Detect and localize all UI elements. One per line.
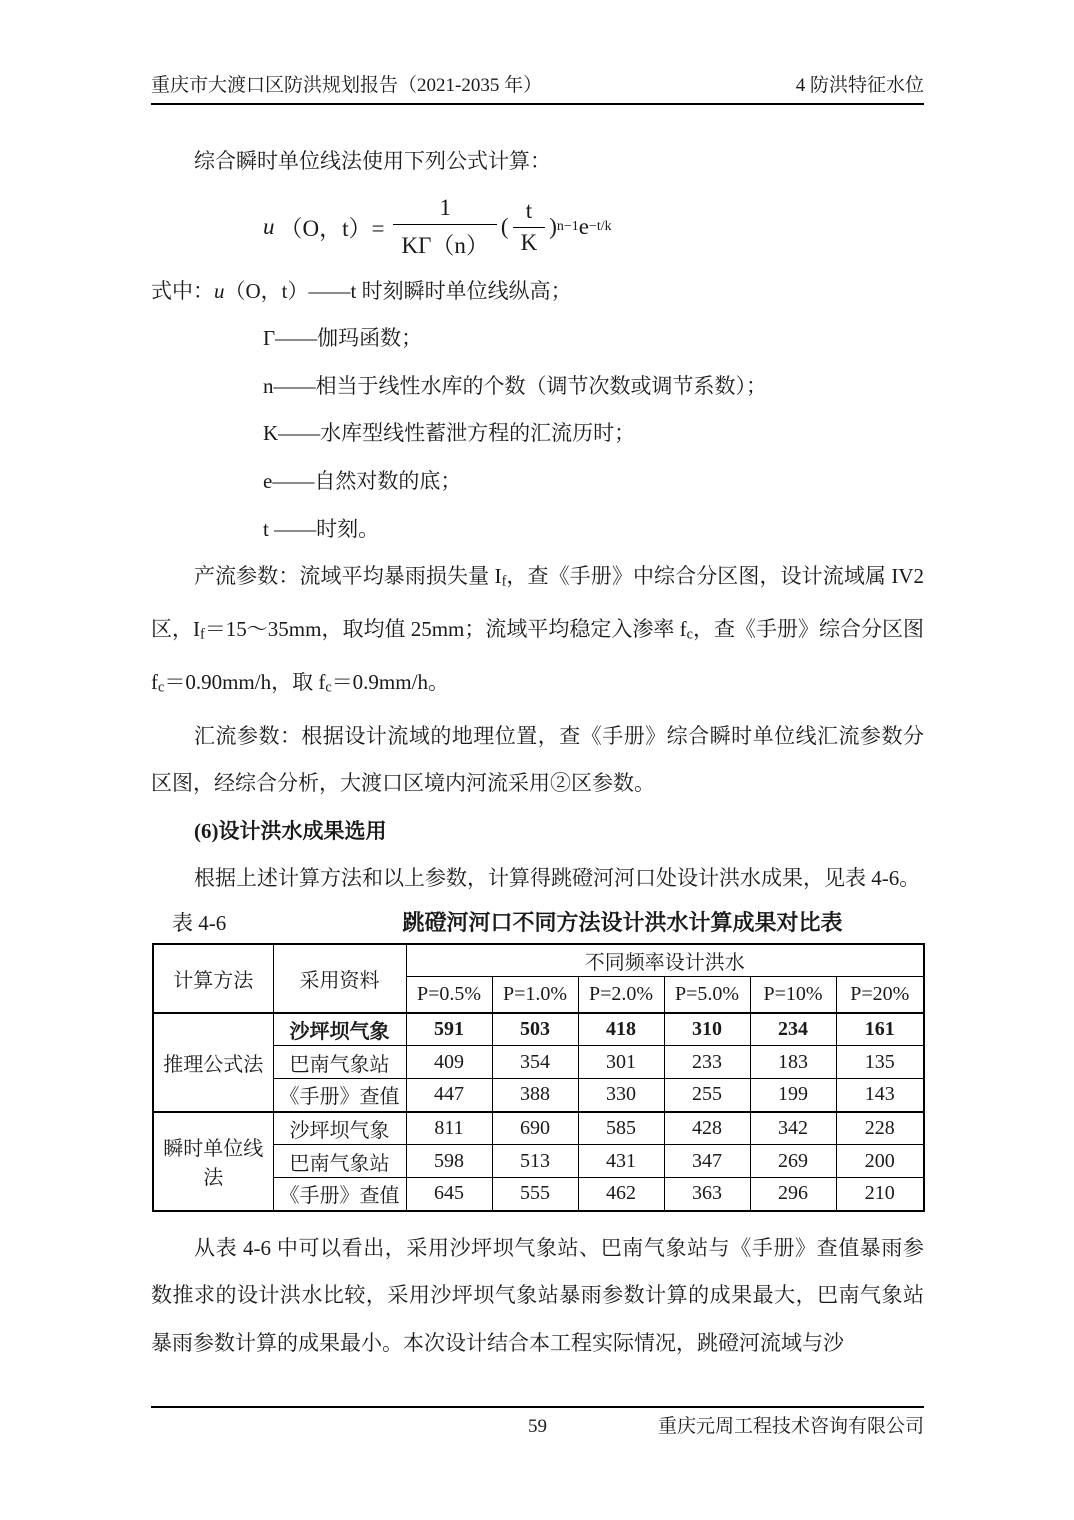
closing-paragraph: 从表 4-6 中可以看出，采用沙坪坝气象站、巴南气象站与《手册》查值暴雨参数推求的设计洪水比较，采用沙坪坝气象站暴雨参数计算的成果最大，巴南气象站暴雨参数计算的成果最小。本次设计结合本工程实际情况，跳磴河流域与沙 [151,1235,924,1355]
runoff-sub-c2: c [158,680,165,697]
formula-frac2-denominator: K [520,230,538,256]
definition-line-t: t ——时刻。 [263,516,380,541]
definition-line-k: K——水库型线性蓄泄方程的汇流历时； [263,421,636,446]
value-cell: 296 [750,1178,836,1211]
formula-frac2-numerator: t [513,197,546,228]
header-section-title: 4 防洪特征水位 [795,75,924,96]
table-header-row-1 [153,944,924,977]
page-number: 59 [528,1416,547,1437]
value-cell: 234 [750,1013,836,1046]
value-cell: 585 [578,1112,664,1145]
value-cell: 363 [664,1178,750,1211]
runoff-parameters-paragraph [151,553,924,712]
value-cell: 418 [578,1013,664,1046]
header-cell-frequency-span: 不同频率设计洪水 [406,944,924,977]
value-cell: 135 [836,1046,924,1079]
header-cell-p05: P=0.5% [406,977,492,1013]
value-cell: 199 [750,1079,836,1112]
formula-e: e [578,213,589,239]
method-cell-unit-hydrograph: 瞬时单位线法 [153,1112,273,1211]
header-report-title: 重庆市大渡口区防洪规划报告（2021-2035 年） [151,75,543,96]
formula-frac1-numerator: 1 [393,194,496,225]
where-label: 式中： [151,278,214,303]
value-cell: 233 [664,1046,750,1079]
value-cell: 555 [492,1178,578,1211]
confluence-parameters-paragraph: 汇流参数：根据设计流域的地理位置，查《手册》综合瞬时单位线汇流参数分区图，经综合分析，大渡口区境内河流采用②区参数。 [151,723,924,796]
formula-fraction-2 [513,197,546,256]
source-cell: 巴南气象站 [273,1145,406,1178]
method-cell-rational-formula: 推理公式法 [153,1013,273,1112]
definition-u-args: （O，t） [224,278,309,303]
table-row [153,1112,924,1145]
results-paragraph: 根据上述计算方法和以上参数，计算得跳磴河河口处设计洪水成果，见表 4-6。 [194,866,921,891]
value-cell: 811 [406,1112,492,1145]
runoff-text-4: ，查《手册》综合分区图 f [151,617,924,695]
footer-company-name: 重庆元周工程技术咨询有限公司 [657,1416,924,1437]
value-cell: 428 [664,1112,750,1145]
header-cell-p50: P=5.0% [664,977,750,1013]
definition-u-text: ——t 时刻瞬时单位线纵高； [308,278,572,303]
runoff-sub-f1: f [501,573,507,590]
formula-right-paren: ) [549,213,557,239]
value-cell: 143 [836,1079,924,1112]
value-cell: 431 [578,1145,664,1178]
value-cell: 210 [836,1178,924,1211]
source-cell: 沙坪坝气象 [273,1112,406,1145]
value-cell: 598 [406,1145,492,1178]
formula-definitions [151,268,924,554]
table-caption [151,903,924,943]
formula-left-paren: ( [500,213,509,239]
value-cell: 591 [406,1013,492,1046]
value-cell: 503 [492,1013,578,1046]
value-cell: 269 [750,1145,836,1178]
value-cell: 462 [578,1178,664,1211]
value-cell: 347 [664,1145,750,1178]
definition-u-var: u [214,278,225,303]
runoff-text-2: ，查《手册》中综合分区图，设计流域属 IV2 区，I [151,564,924,642]
value-cell: 200 [836,1145,924,1178]
runoff-text-5: ＝0.90mm/h，取 f [164,670,326,695]
value-cell: 330 [578,1079,664,1112]
source-cell: 《手册》查值 [273,1079,406,1112]
value-cell: 354 [492,1046,578,1079]
value-cell: 228 [836,1112,924,1145]
definition-line-n: n——相当于线性水库的个数（调节次数或调节系数）； [263,373,767,398]
value-cell: 183 [750,1046,836,1079]
formula-frac1-denominator: KΓ（n） [401,232,489,258]
source-cell: 巴南气象站 [273,1046,406,1079]
definition-line-u [151,268,924,316]
value-cell: 310 [664,1013,750,1046]
running-header [151,74,924,105]
value-cell: 513 [492,1145,578,1178]
runoff-sub-c1: c [686,626,693,643]
formula-args: （O，t）= [279,216,385,242]
page-body [151,138,924,1367]
value-cell: 161 [836,1013,924,1046]
definition-line-gamma: Γ——伽玛函数； [263,326,423,351]
header-cell-p20: P=2.0% [578,977,664,1013]
running-footer [151,1406,924,1438]
header-cell-source: 采用资料 [273,944,406,1013]
runoff-sub-c3: c [325,680,332,697]
runoff-text-1: 产流参数：流域平均暴雨损失量 I [194,564,502,589]
header-cell-p200: P=20% [836,977,924,1013]
source-cell: 《手册》查值 [273,1178,406,1211]
value-cell: 645 [406,1178,492,1211]
source-cell: 沙坪坝气象 [273,1013,406,1046]
table-row [153,1013,924,1046]
value-cell: 388 [492,1079,578,1112]
runoff-sub-f2: f [200,626,205,643]
formula-u: u [263,213,275,239]
header-cell-method: 计算方法 [153,944,273,1013]
formula-fraction-1 [393,194,496,260]
header-cell-p100: P=10% [750,977,836,1013]
value-cell: 447 [406,1079,492,1112]
value-cell: 301 [578,1046,664,1079]
value-cell: 409 [406,1046,492,1079]
table-caption-label: 表 4-6 [172,911,227,935]
section-heading: (6)设计洪水成果选用 [194,818,387,843]
runoff-text-6: ＝0.9mm/h。 [331,670,449,695]
table-caption-title: 跳磴河河口不同方法设计洪水计算成果对比表 [402,910,843,935]
definition-line-e: e——自然对数的底； [263,468,462,493]
runoff-text-3: ＝15～35mm，取均值 25mm；流域平均稳定入渗率 f [204,617,687,642]
intro-paragraph: 综合瞬时单位线法使用下列公式计算： [194,149,551,173]
header-cell-p10: P=1.0% [492,977,578,1013]
value-cell: 690 [492,1112,578,1145]
value-cell: 255 [664,1079,750,1112]
flood-comparison-table [152,943,925,1212]
unit-hydrograph-formula: u （O，t）= $\frac{1}{K\Gamma(n)}$ ( $\frac{t}{K}$ ) n−1 e −t/k [263,194,612,258]
value-cell: 342 [750,1112,836,1145]
